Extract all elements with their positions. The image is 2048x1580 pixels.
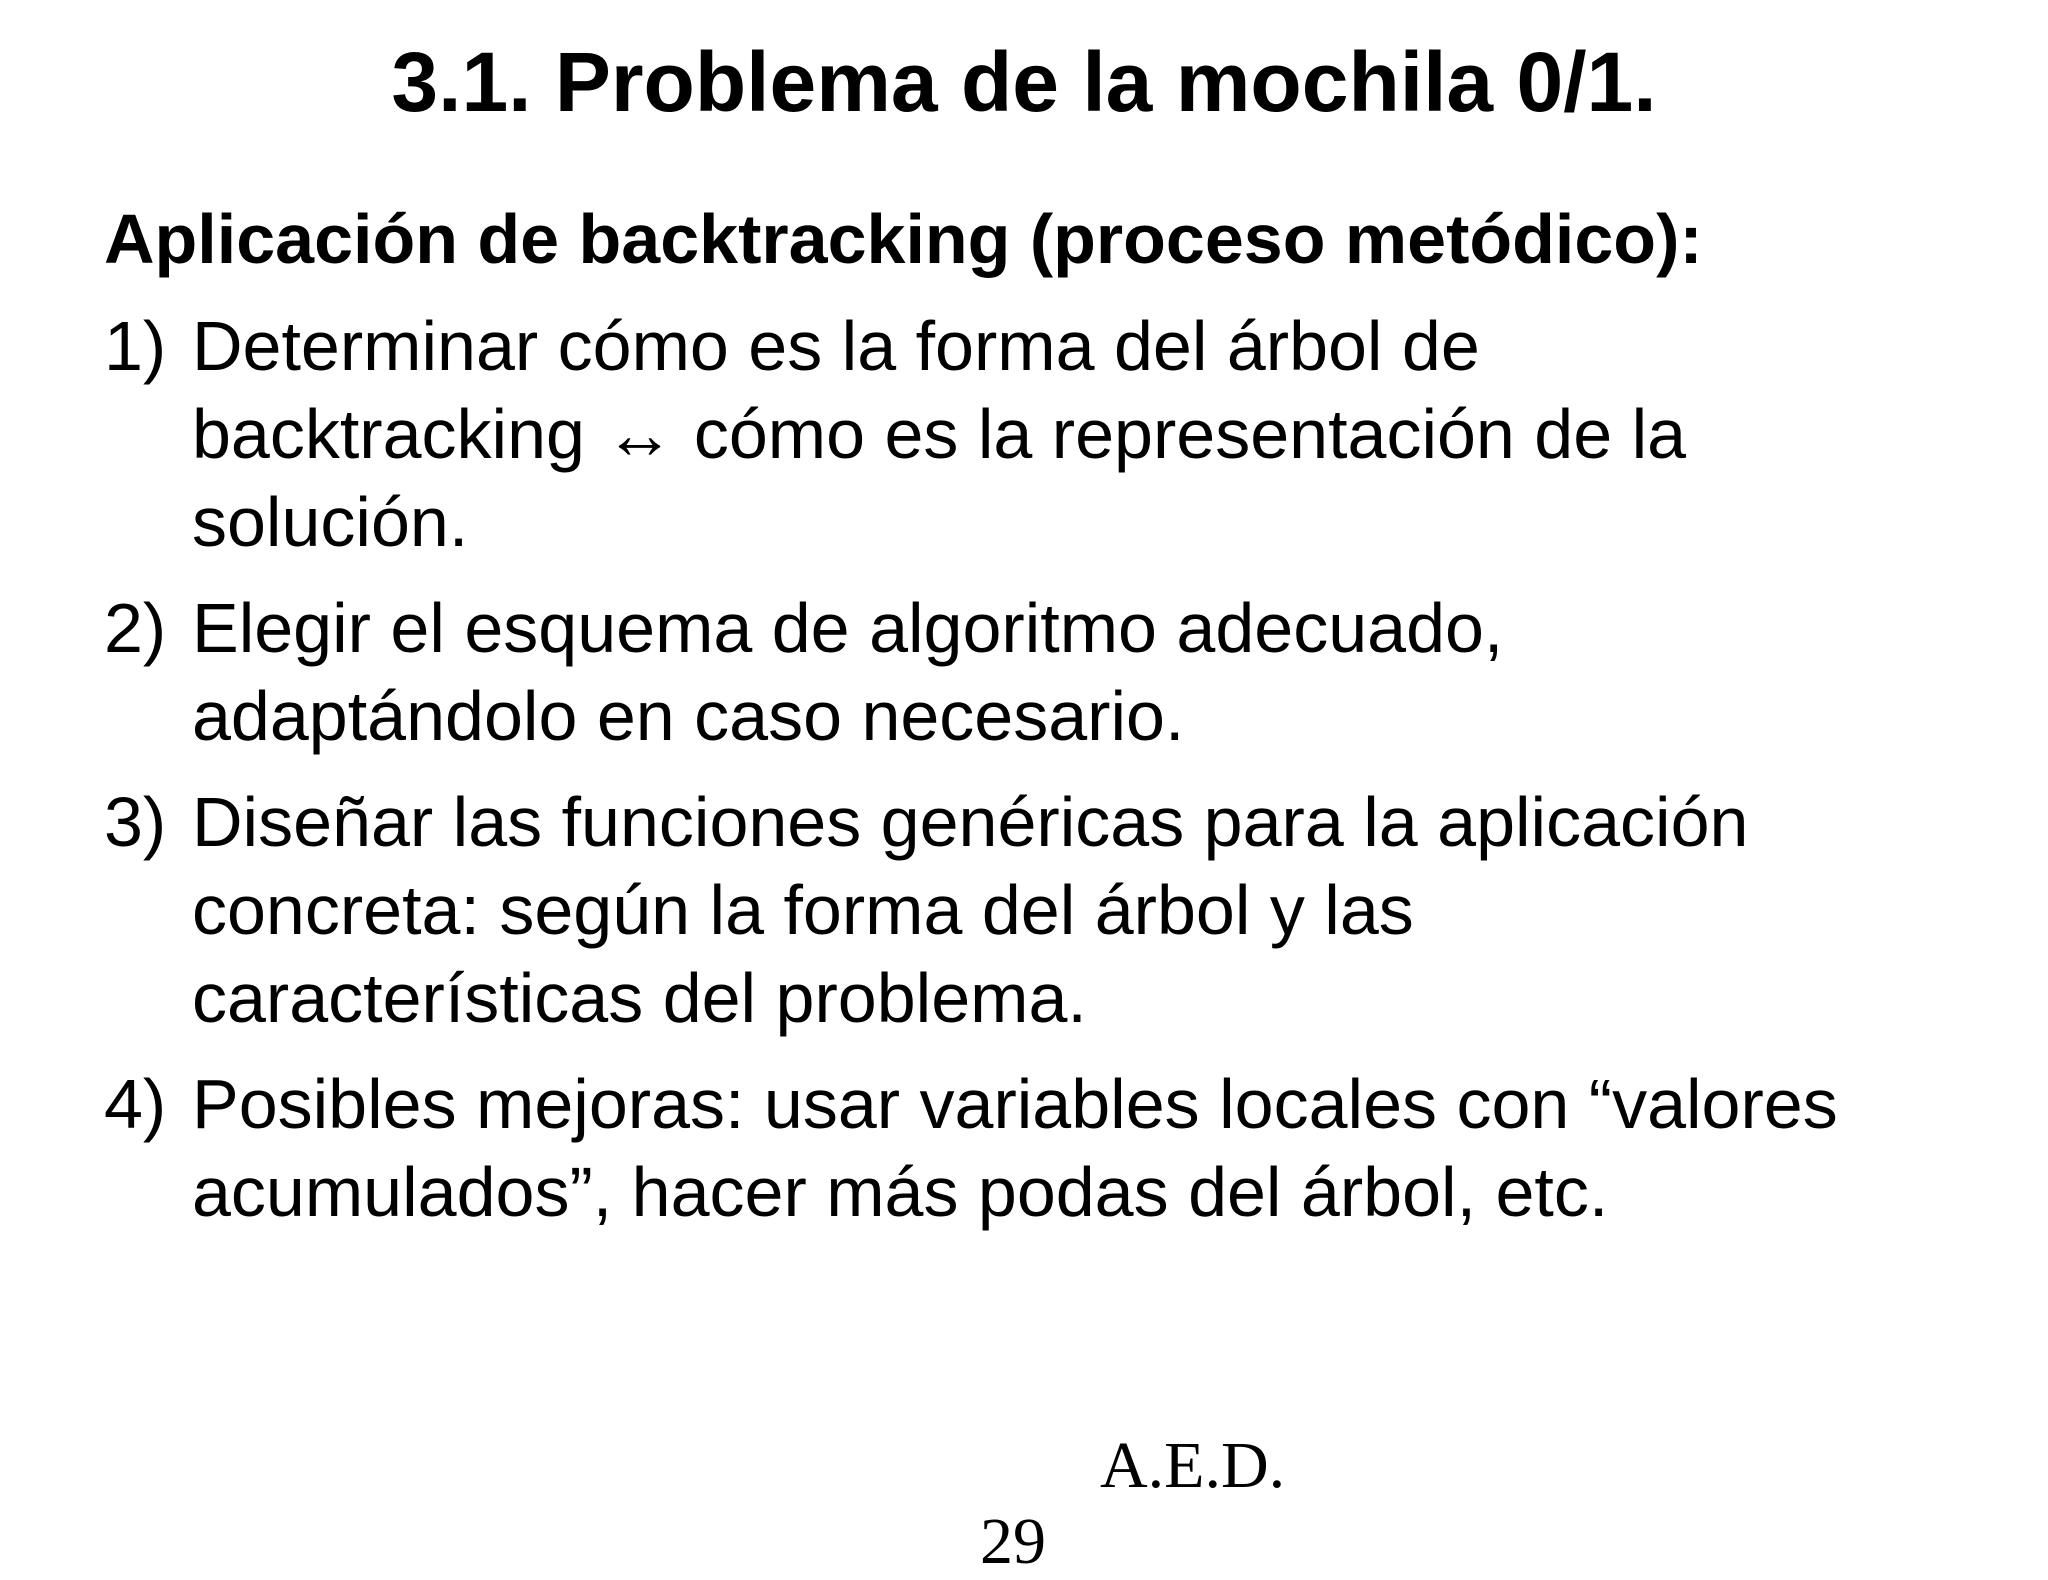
page-number: 29 [980, 1505, 1046, 1578]
list-item-2 [104, 584, 1503, 760]
list-item-line: concreta: según la forma del árbol y las [192, 871, 1414, 949]
list-item-line: acumulados”, hacer más podas del árbol, etc. [192, 1153, 1609, 1231]
list-item-3 [104, 778, 1748, 1042]
list-item-number: 2) [104, 589, 167, 667]
list-item-text [192, 302, 1686, 566]
list-item-line: Diseñar las funciones genéricas para la aplicación [192, 783, 1749, 861]
list-item-line: adaptándolo en caso necesario. [192, 677, 1185, 755]
list-item-line: características del problema. [192, 959, 1087, 1037]
list-item-number: 4) [104, 1065, 167, 1143]
list-item-line: Posibles mejoras: usar variables locales con “valores [192, 1065, 1838, 1143]
list-item-line: solución. [192, 483, 469, 561]
list-item-text [192, 1060, 1838, 1236]
list-item-number: 3) [104, 783, 167, 861]
list-item-text [192, 778, 1748, 1042]
list-item-line: backtracking ↔ cómo es la representación de la [192, 395, 1687, 473]
list-item-number: 1) [104, 307, 167, 385]
slide-subtitle: Aplicación de backtracking (proceso metódico): [104, 200, 1703, 278]
list-item-text [192, 584, 1503, 760]
list-item-1 [104, 302, 1686, 566]
list-item-line: Determinar cómo es la forma del árbol de [192, 307, 1480, 385]
list-item-4 [104, 1060, 1838, 1236]
footer-course-label: A.E.D. [1100, 1429, 1286, 1502]
slide-title: 3.1. Problema de la mochila 0/1. [391, 35, 1657, 129]
list-item-line: Elegir el esquema de algoritmo adecuado, [192, 589, 1504, 667]
